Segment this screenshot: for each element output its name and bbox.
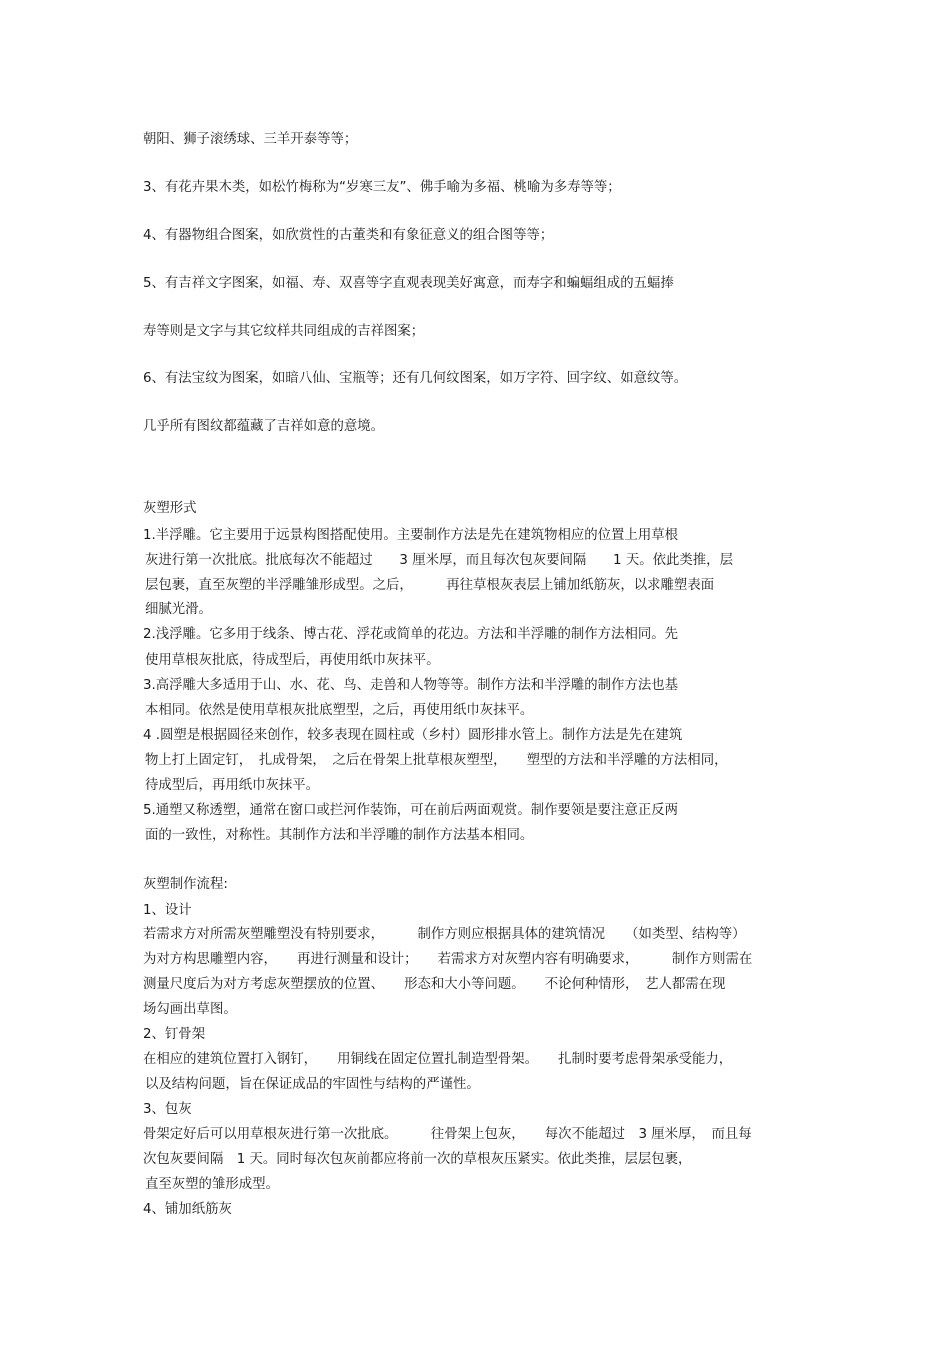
text-line: 5、有吉祥文字图案，如福、寿、双喜等字直观表现美好寓意，而寿字和蝙蝠组成的五蝠捧	[143, 276, 674, 291]
text-line: 细腻光滑。	[145, 602, 212, 617]
text-line: 本相同。依然是使用草根灰批底塑型，之后，再使用纸巾灰抹平。	[145, 703, 534, 718]
text-line: 待成型后，再用纸巾灰抹平。	[145, 778, 320, 793]
text-line: 若需求方对所需灰塑雕塑没有特别要求， 制作方则应根据具体的建筑情况 （如类型、结构等）	[143, 927, 746, 942]
text-line: 4 .圆塑是根据圆径来创作，较多表现在圆柱或（乡村）圆形排水管上。制作方法是先在建筑	[143, 728, 683, 743]
text-line: 直至灰塑的雏形成型。	[145, 1177, 279, 1192]
text-line: 1.半浮雕。它主要用于远景构图搭配使用。主要制作方法是先在建筑物相应的位置上用草根	[143, 528, 679, 543]
step-heading: 2、钉骨架	[143, 1027, 206, 1042]
text-line: 面的一致性，对称性。其制作方法和半浮雕的制作方法基本相同。	[145, 828, 534, 843]
text-line: 灰进行第一次批底。批底每次不能超过 3 厘米厚，而且每次包灰要间隔 1 天。依此类推，层	[145, 553, 733, 568]
text-line: 寿等则是文字与其它纹样共同组成的吉祥图案；	[143, 324, 425, 339]
step-heading: 1、设计	[143, 903, 192, 918]
text-line: 测量尺度后为对方考虑灰塑摆放的位置、 形态和大小等问题。 不论何种情形， 艺人都需在现	[143, 977, 726, 992]
text-line: 3、有花卉果木类，如松竹梅称为“岁寒三友”、佛手喻为多福、桃喻为多寿等等；	[143, 180, 621, 195]
text-line: 在相应的建筑位置打入钢钉， 用铜线在固定位置扎制造型骨架。 扎制时要考虑骨架承受能力，	[143, 1052, 733, 1067]
text-line: 物上打上固定钉， 扎成骨架， 之后在骨架上批草根灰塑型， 塑型的方法和半浮雕的方法相同，	[145, 753, 728, 768]
text-line: 朝阳、狮子滚绣球、三羊开泰等等；	[143, 132, 358, 147]
section-heading-forms: 灰塑形式	[143, 501, 197, 516]
text-line: 4、有器物组合图案，如欣赏性的古董类和有象征意义的组合图等等；	[143, 228, 554, 243]
text-line: 几乎所有图纹都蕴藏了吉祥如意的意境。	[143, 419, 385, 434]
text-line: 以及结构问题，旨在保证成品的牢固性与结构的严谨性。	[145, 1077, 480, 1092]
section-heading-process: 灰塑制作流程:	[143, 877, 228, 892]
text-line: 为对方构思雕塑内容， 再进行测量和设计； 若需求方对灰塑内容有明确要求， 制作方则需在	[143, 952, 753, 967]
step-heading: 4、铺加纸筋灰	[143, 1202, 232, 1217]
text-line: 3.高浮雕大多适用于山、水、花、鸟、走兽和人物等等。制作方法和半浮雕的制作方法也基	[143, 678, 679, 693]
text-line: 骨架定好后可以用草根灰进行第一次批底。 往骨架上包灰， 每次不能超过 3 厘米厚， 而且每	[143, 1127, 752, 1142]
text-line: 2.浅浮雕。它多用于线条、博古花、浮花或简单的花边。方法和半浮雕的制作方法相同。先	[143, 627, 679, 642]
step-heading: 3、包灰	[143, 1102, 192, 1117]
text-line: 次包灰要间隔 1 天。同时每次包灰前都应将前一次的草根灰压紧实。依此类推，层层包裹，	[143, 1152, 692, 1167]
text-line: 5.通塑又称透塑，通常在窗口或拦河作装饰，可在前后两面观赏。制作要领是要注意正反两	[143, 803, 679, 818]
text-line: 使用草根灰批底，待成型后，再使用纸巾灰抹平。	[145, 653, 440, 668]
text-line: 6、有法宝纹为图案，如暗八仙、宝瓶等；还有几何纹图案，如万字符、回字纹、如意纹等。	[143, 371, 688, 386]
text-line: 层包裹，直至灰塑的半浮雕雏形成型。之后， 再往草根灰表层上铺加纸筋灰，以求雕塑表面	[145, 578, 715, 593]
text-line: 场勾画出草图。	[143, 1002, 237, 1017]
